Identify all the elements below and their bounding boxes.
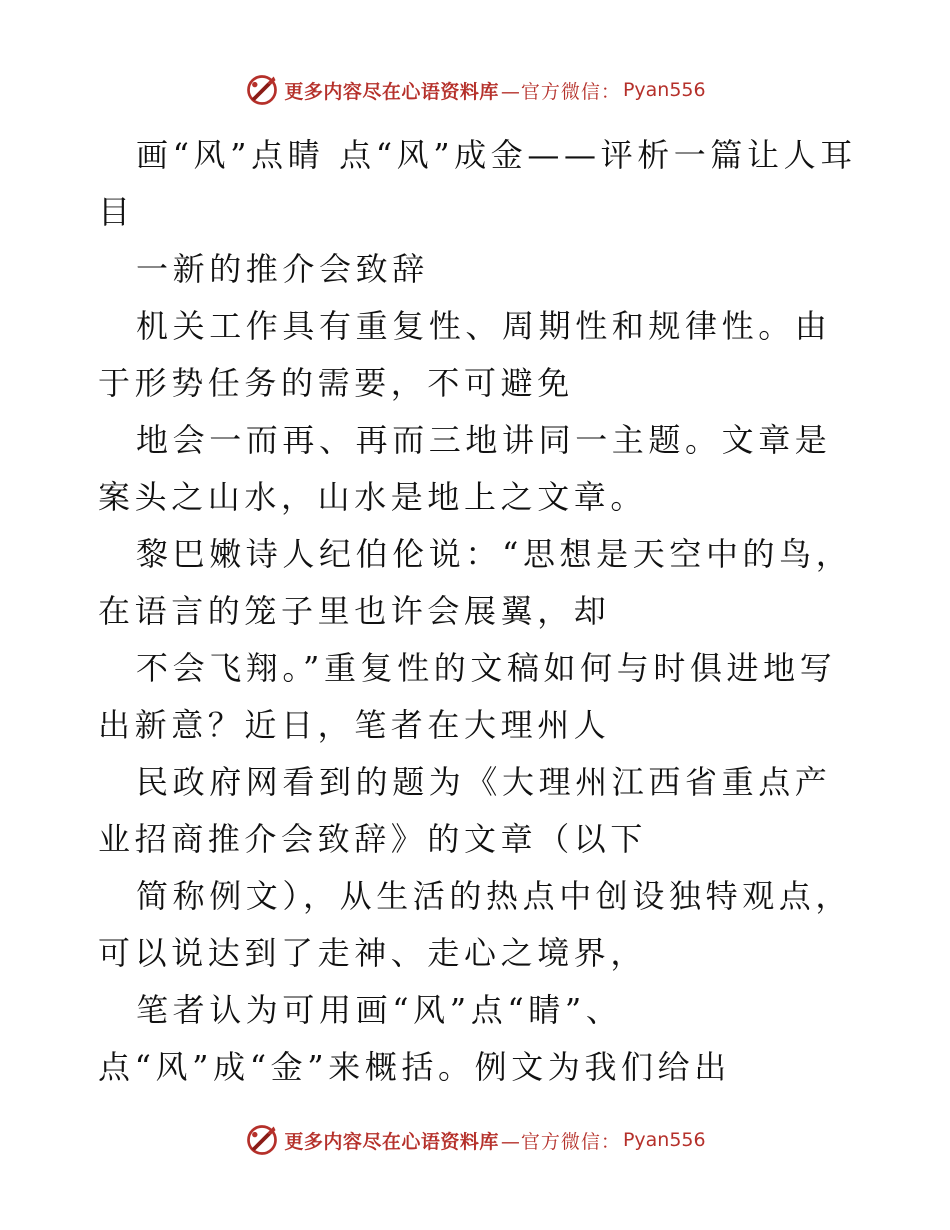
paragraph: 笔者认为可用画“风”点“睛”、 (136, 991, 623, 1029)
paragraph: 民政府网看到的题为《大理州江西省重点产业招商推介会致辞》的文章（以下 (98, 763, 832, 858)
header-banner (0, 70, 950, 110)
brand-logo-icon (244, 72, 280, 108)
banner-wechat-id: Pyan556 (622, 79, 706, 101)
paragraph: 机关工作具有重复性、周期性和规律性。由于形势任务的需要，不可避免 (98, 307, 832, 402)
paragraph: 黎巴嫩诗人纪伯伦说：“思想是天空中的鸟，在语言的笼子里也许会展翼，却 (98, 535, 853, 630)
paragraph: 不会飞翔。”重复性的文稿如何与时俱进地写出新意？近日，笔者在大理州人 (98, 649, 837, 744)
paragraph: 简称例文），从生活的热点中创设独特观点，可以说达到了走神、走心之境界， (98, 877, 853, 972)
banner-official-label: —官方微信： (500, 80, 621, 103)
banner-official-label: —官方微信： (500, 1130, 621, 1153)
paragraph: 地会一而再、再而三地讲同一主题。文章是案头之山水，山水是地上之文章。 (98, 421, 832, 516)
footer-banner (0, 1120, 950, 1160)
banner-wechat-id: Pyan556 (622, 1129, 706, 1151)
banner-slogan: 更多内容尽在心语资料库 (284, 80, 499, 103)
banner-slogan: 更多内容尽在心语资料库 (284, 1130, 499, 1153)
paragraph: 一新的推介会致辞 (136, 250, 429, 288)
brand-logo-icon (244, 1122, 280, 1158)
document-body (98, 127, 858, 1096)
paragraph: 点“风”成“金”来概括。例文为我们给出 (98, 1048, 731, 1086)
paragraph: 画“风”点睛 点“风”成金——评析一篇让人耳目 (98, 136, 857, 231)
